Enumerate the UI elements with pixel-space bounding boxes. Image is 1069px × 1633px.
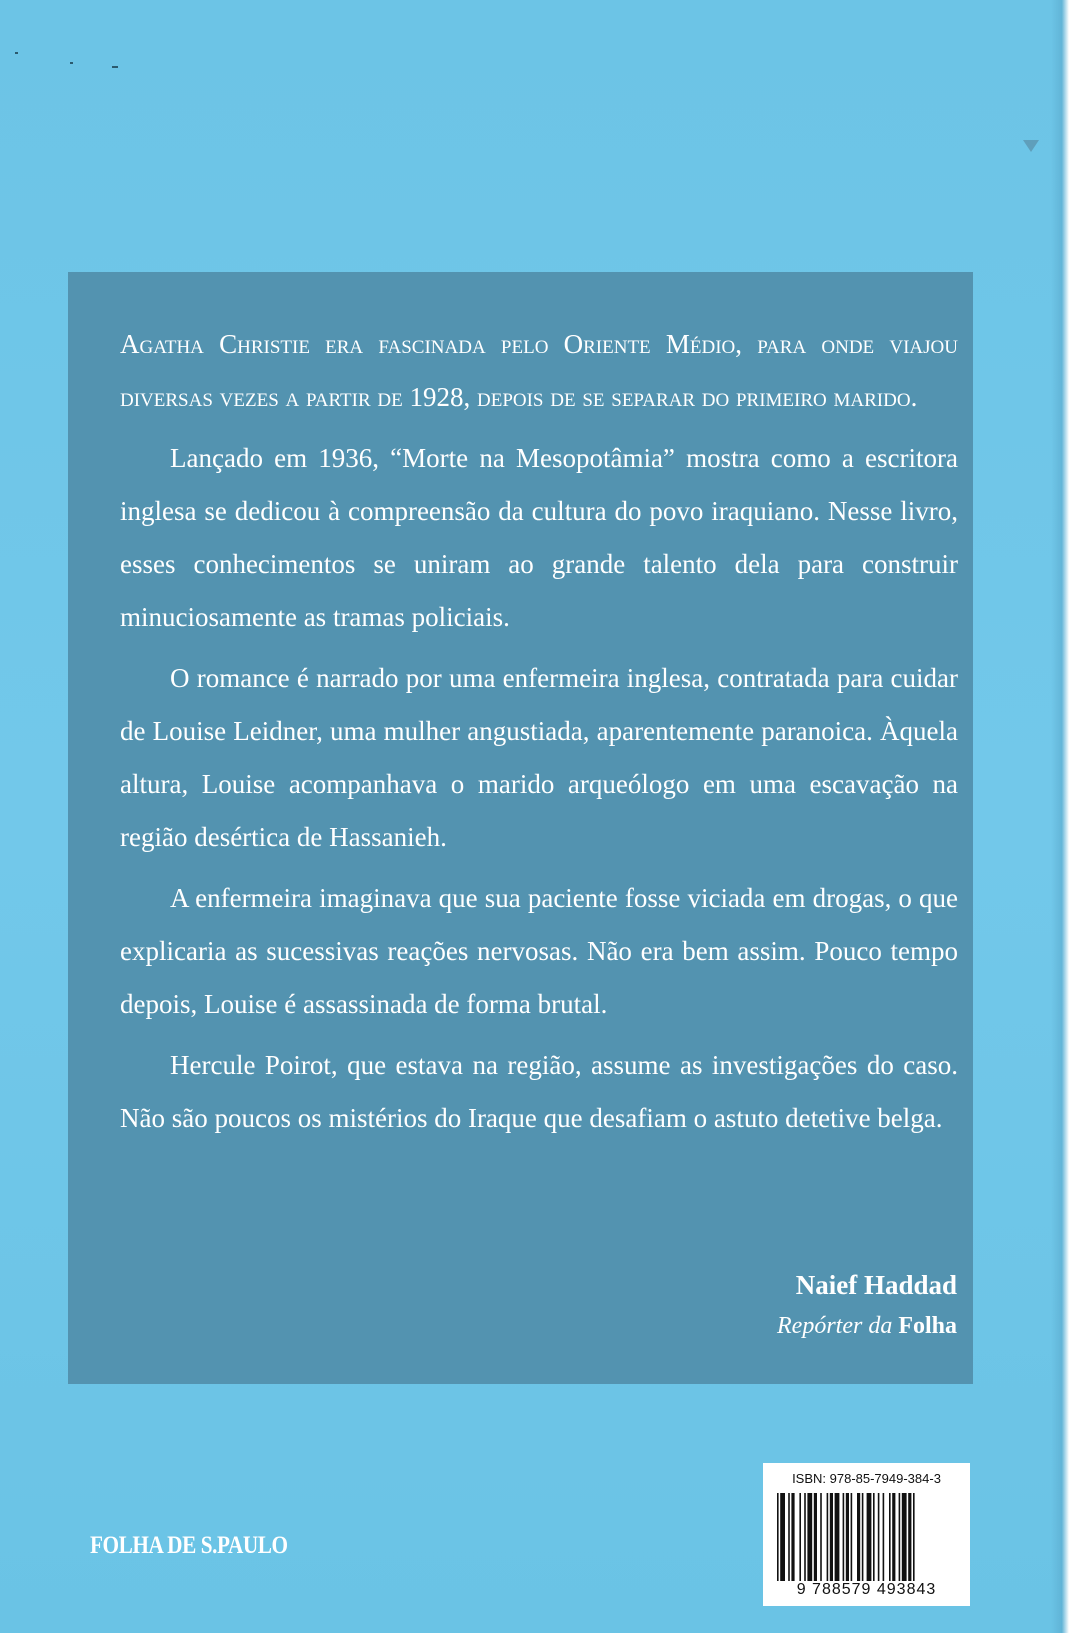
blurb-paragraph-3: O romance é narrado por uma enfermeira inglesa, contratada para cuidar de Louise Leidner, uma mulher angustiada, aparentemente paranoica. Àquela altura, Louise acompanhava o marido arqueólogo em uma escavação na região desértica de Hassanieh. [120, 663, 958, 852]
blurb-text [120, 318, 958, 1153]
barcode-bar [878, 1493, 880, 1581]
review-signature [777, 1264, 957, 1346]
barcode-bar [780, 1493, 785, 1581]
barcode-bar [835, 1493, 840, 1581]
blurb-paragraph-5: Hercule Poirot, que estava na região, assume as investigações do caso. Não são poucos os mistérios do Iraque que desafiam o astuto detetive belga. [120, 1050, 958, 1133]
barcode-bar [908, 1493, 911, 1581]
reviewer-role-bold: Folha [898, 1313, 957, 1339]
barcode-digits: 9 788579 493843 [796, 1581, 937, 1598]
reviewer-role-italic: Repórter da [777, 1313, 893, 1339]
blurb-paragraph-1 [120, 318, 958, 424]
barcode-bar [846, 1493, 849, 1581]
barcode-bar [807, 1493, 812, 1581]
barcode-bar [788, 1493, 790, 1581]
blurb-lead-caps: Agatha Christie era fascinada pelo Oriente Médio, [120, 329, 743, 359]
barcode [763, 1463, 970, 1606]
barcode-bar [843, 1493, 845, 1581]
barcode-bar [851, 1493, 853, 1581]
notch-mark [1023, 140, 1039, 152]
barcode-bar [820, 1493, 822, 1581]
isbn-label: ISBN: 978-85-7949-384-3 [792, 1471, 941, 1486]
barcode-bar [899, 1493, 901, 1581]
barcode-bar [883, 1493, 885, 1581]
barcode-bar [892, 1493, 895, 1581]
blurb-paragraph-2: Lançado em 1936, “Morte na Mesopotâmia” mostra como a escritora inglesa se dedicou à compreensão da cultura do povo iraquiano. Nesse livro, esses conhecimentos se uniram ao grande talento dela para construir minuciosamente as tramas policiais. [120, 443, 958, 632]
dust-speck [15, 52, 18, 54]
cover-edge [1051, 0, 1069, 1633]
blurb-p1-rest: para onde viajou diversas vezes a partir de 1928, depois de se separar do primeiro marido. [120, 329, 958, 412]
reviewer-name: Naief Haddad [795, 1270, 957, 1300]
barcode-bar [913, 1493, 915, 1581]
barcode-bar [814, 1493, 817, 1581]
barcode-bars [777, 1493, 957, 1581]
reviewer-role [777, 1306, 957, 1346]
barcode-bar [902, 1493, 907, 1581]
barcode-bar [867, 1493, 872, 1581]
publisher-logo: FOLHA DE S.PAULO [90, 1532, 288, 1559]
blurb-paragraph-4: A enfermeira imaginava que sua paciente fosse viciada em drogas, o que explicaria as sucessivas reações nervosas. Não era bem assim. Pouco tempo depois, Louise é assassinada de forma brutal. [120, 883, 958, 1019]
barcode-bar [889, 1493, 891, 1581]
barcode-bar [804, 1493, 806, 1581]
dust-speck [70, 62, 73, 64]
barcode-bar [777, 1493, 779, 1581]
barcode-bar [873, 1493, 875, 1581]
barcode-bar [862, 1493, 864, 1581]
barcode-bar [791, 1493, 794, 1581]
barcode-bar [799, 1493, 801, 1581]
barcode-bar [830, 1493, 833, 1581]
barcode-bar [827, 1493, 829, 1581]
dust-speck [112, 66, 118, 68]
barcode-bar [857, 1493, 860, 1581]
